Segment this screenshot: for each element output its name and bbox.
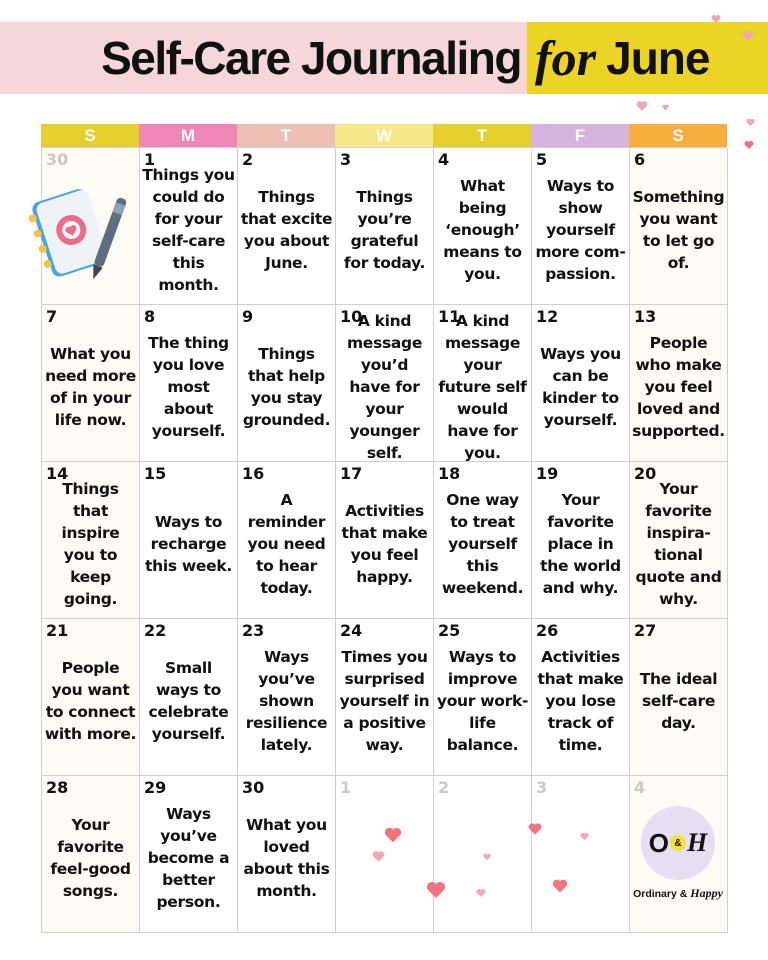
logo-o: O	[648, 827, 669, 858]
weekday-label: T	[476, 125, 488, 145]
journal-prompt: Things you’re grateful for today.	[343, 188, 426, 272]
day-number: 9	[242, 307, 254, 326]
day-cell	[532, 462, 630, 619]
day-cell	[630, 462, 728, 619]
day-cell	[532, 148, 630, 305]
day-cell	[630, 148, 728, 305]
weekday-label: M	[180, 125, 196, 145]
journal-prompt: What being ‘enough’ means to you.	[443, 177, 522, 283]
heart-icon	[662, 104, 669, 111]
day-number: 10	[340, 307, 363, 326]
day-cell	[630, 305, 728, 462]
day-cell	[42, 619, 140, 776]
title-month: June	[606, 32, 710, 84]
logo-text	[649, 828, 707, 859]
day-cell	[140, 462, 238, 619]
heart-icon	[426, 880, 446, 900]
heart-icon	[744, 140, 754, 150]
journal-prompt: Activities that make you lose track of time.	[537, 648, 624, 754]
journal-prompt: Your favorite feel-good songs.	[50, 816, 131, 900]
day-cell	[630, 619, 728, 776]
journal-prompt: Things that excite you about June.	[240, 188, 333, 272]
journal-prompt: People you want to connect with more.	[44, 659, 137, 743]
weekday-label: S	[672, 125, 684, 145]
weekday-header-mon	[139, 124, 237, 147]
day-number: 23	[242, 621, 265, 640]
weekday-header-wed	[335, 124, 433, 147]
journal-prompt: What you need more of in your life now.	[45, 345, 136, 429]
day-number: 22	[144, 621, 167, 640]
day-cell	[532, 305, 630, 462]
brand-name	[628, 886, 728, 901]
day-number: 20	[634, 464, 657, 483]
day-cell	[434, 462, 532, 619]
day-cell	[336, 776, 434, 933]
calendar	[41, 124, 727, 933]
day-number: 21	[46, 621, 69, 640]
heart-icon	[636, 100, 648, 112]
day-cell	[434, 619, 532, 776]
day-number: 5	[536, 150, 548, 169]
day-cell	[434, 148, 532, 305]
day-cell	[532, 776, 630, 933]
weekday-header-sat	[629, 124, 727, 147]
heart-icon	[528, 822, 542, 836]
day-number: 28	[46, 778, 69, 797]
weekday-label: S	[84, 125, 96, 145]
heart-icon	[384, 826, 402, 844]
journal-prompt: The thing you love most about yourself.	[148, 334, 229, 440]
journal-prompt: Small ways to celebrate yourself.	[148, 659, 229, 743]
day-number: 26	[536, 621, 559, 640]
day-number: 18	[438, 464, 461, 483]
day-number: 1	[340, 778, 352, 797]
journal-prompt: Your favorite inspira-tional quote and why.	[635, 480, 722, 608]
heart-icon	[483, 853, 491, 861]
day-cell	[140, 148, 238, 305]
brand-ordinary: Ordinary	[633, 888, 677, 900]
day-number: 16	[242, 464, 265, 483]
day-number: 17	[340, 464, 363, 483]
title-banner	[0, 22, 768, 94]
journal-prompt: Things that help you stay grounded.	[242, 345, 331, 429]
journal-prompt: Ways you can be kinder to yourself.	[540, 345, 621, 429]
heart-icon	[580, 832, 589, 841]
day-number: 13	[634, 307, 657, 326]
journal-prompt: Something you want to let go of.	[632, 188, 725, 272]
day-number: 27	[634, 621, 657, 640]
weekday-label: W	[375, 125, 393, 145]
day-cell	[238, 462, 336, 619]
heart-icon	[746, 118, 755, 127]
day-cell	[336, 305, 434, 462]
journal-prompt: A reminder you need to hear today.	[247, 491, 326, 597]
journal-prompt: Your favorite place in the world and why.	[540, 491, 621, 597]
logo-amp: &	[670, 835, 686, 851]
day-cell	[238, 776, 336, 933]
day-number: 15	[144, 464, 167, 483]
day-cell	[336, 619, 434, 776]
weekday-header-fri	[531, 124, 629, 147]
day-number: 3	[340, 150, 352, 169]
journal-prompt: A kind message you’d have for your younger self.	[346, 312, 423, 462]
day-cell	[238, 305, 336, 462]
weekday-header-sun	[41, 124, 139, 147]
heart-icon	[742, 30, 754, 42]
day-number: 24	[340, 621, 363, 640]
day-number: 29	[144, 778, 167, 797]
day-cell	[532, 619, 630, 776]
day-number: 30	[46, 150, 69, 169]
brand-logo	[641, 806, 715, 880]
day-cell	[140, 619, 238, 776]
journal-prompt: Ways to improve your work-life balance.	[436, 648, 529, 754]
journal-prompt: The ideal self-care day.	[639, 670, 718, 732]
day-number: 25	[438, 621, 461, 640]
day-number: 14	[46, 464, 69, 483]
day-number: 6	[634, 150, 646, 169]
day-cell	[238, 148, 336, 305]
journal-prompt: One way to treat yourself this weekend.	[441, 491, 524, 597]
brand-amp: &	[679, 888, 688, 900]
journal-prompt: Ways you’ve shown resilience lately.	[245, 648, 328, 754]
day-cell	[42, 776, 140, 933]
journal-prompt: Things you could do for your self-care this month.	[142, 166, 235, 294]
day-number: 3	[536, 778, 548, 797]
day-number: 19	[536, 464, 559, 483]
day-number: 4	[634, 778, 646, 797]
journal-prompt: Ways you’ve become a better person.	[147, 805, 230, 911]
day-cell	[336, 462, 434, 619]
day-number: 8	[144, 307, 156, 326]
calendar-grid	[41, 147, 727, 933]
day-number: 2	[438, 778, 450, 797]
logo-h: H	[687, 828, 708, 857]
heart-icon	[711, 14, 721, 24]
journal-prompt: Things that inspire you to keep going.	[61, 480, 120, 608]
journal-prompt: People who make you feel loved and supported.	[632, 334, 725, 440]
journal-prompt: Times you surprised yourself in a positive way.	[339, 648, 430, 754]
day-cell	[336, 148, 434, 305]
page-title: Self-Care Journaling	[101, 32, 521, 84]
journal-prompt: Ways to show yourself more com-passion.	[535, 177, 626, 283]
heart-icon	[552, 878, 568, 894]
title-right-panel	[527, 22, 768, 94]
day-cell	[238, 619, 336, 776]
weekday-header-tue	[237, 124, 335, 147]
day-number: 12	[536, 307, 559, 326]
title-for: for	[535, 30, 597, 86]
day-number: 30	[242, 778, 265, 797]
day-number: 1	[144, 150, 156, 169]
brand-happy: Happy	[690, 886, 723, 900]
journal-prompt: What you loved about this month.	[243, 816, 330, 900]
day-cell	[434, 305, 532, 462]
weekday-header-row	[41, 124, 727, 147]
weekday-header-thu	[433, 124, 531, 147]
day-cell	[140, 305, 238, 462]
day-number: 4	[438, 150, 450, 169]
journal-prompt: Activities that make you feel happy.	[341, 502, 428, 586]
day-number: 11	[438, 307, 461, 326]
heart-icon	[476, 888, 486, 898]
day-number: 7	[46, 307, 58, 326]
day-number: 2	[242, 150, 254, 169]
journal-prompt: Ways to recharge this week.	[145, 513, 232, 575]
day-cell	[42, 305, 140, 462]
weekday-label: F	[574, 125, 586, 145]
day-cell	[42, 462, 140, 619]
day-cell	[140, 776, 238, 933]
heart-icon	[372, 850, 385, 863]
weekday-label: T	[280, 125, 292, 145]
journal-icon	[14, 176, 132, 296]
title-left-panel	[0, 22, 527, 94]
journal-prompt: A kind message your future self would have for you.	[438, 312, 527, 462]
